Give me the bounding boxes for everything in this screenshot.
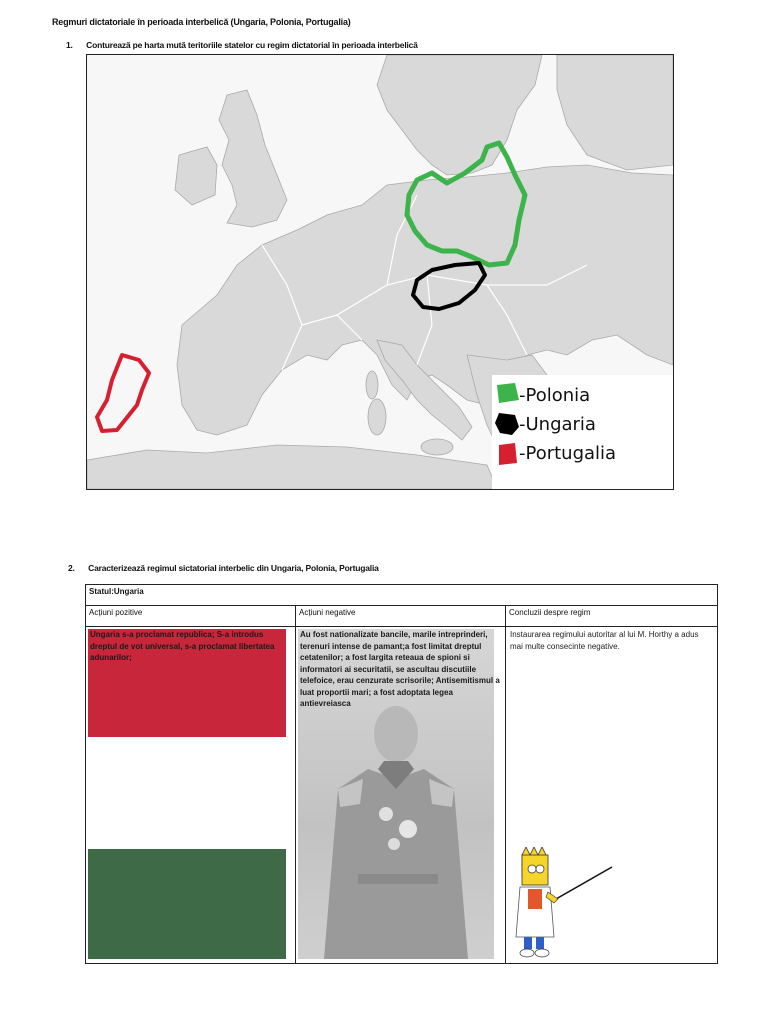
task-1-text: Conturează pe harta mută teritoriile statelor cu regim dictatorial în perioada interbelică — [86, 40, 418, 50]
conclusion-cell-body — [506, 627, 717, 963]
negative-text: Au fost nationalizate bancile, marile intreprinderi, terenuri intense de pamant;a fost limitat dreptul cetatenilor; a fost largita reteaua de spioni si informatori ai securitatii, se ascultau discutiile telefoice, erau cenzurate scrisorile; Antisemitismul a luat proportii mari; a fost adoptata legea antievreiasca — [300, 630, 500, 708]
portrait-medal-3 — [388, 838, 400, 850]
cartoon-shoe-left — [520, 949, 534, 957]
cartoon-shoe-right — [535, 949, 549, 957]
legend-polonia-swatch — [497, 383, 519, 403]
legend-portugalia-label: -Portugalia — [519, 443, 617, 464]
pointer-stick — [556, 867, 612, 899]
land-sardinia — [368, 399, 386, 435]
regime-table — [85, 584, 718, 964]
cartoon-leg-left — [524, 937, 532, 949]
legend-ungaria-label: -Ungaria — [519, 414, 596, 435]
portrait-belt — [358, 874, 438, 884]
task-2-text: Caracterizează regimul sictatorial interbelic din Ungaria, Polonia, Portugalia — [88, 563, 379, 573]
cartoon-eye-left — [528, 865, 536, 873]
task-1-heading — [66, 40, 418, 50]
positive-cell-body — [86, 627, 295, 963]
task-2-heading — [68, 563, 379, 573]
conclusion-cell — [506, 627, 718, 964]
land-sicily — [421, 439, 453, 455]
state-row — [86, 585, 718, 606]
conclusion-text: Instaurarea regimului autoritar al lui M. Horthy a adus mai multe consecinte negative. — [510, 630, 699, 651]
header-row — [86, 606, 718, 627]
portrait-medal-2 — [399, 820, 417, 838]
header-negative: Acțiuni negative — [296, 606, 506, 627]
document-title: Regmuri dictatoriale în perioada interbelică (Ungaria, Polonia, Portugalia) — [52, 17, 351, 27]
cartoon-shirt — [528, 889, 542, 909]
portrait-medal-1 — [379, 807, 393, 821]
portrait-head — [374, 706, 418, 762]
map-illustration — [87, 55, 673, 489]
flag-stripe-white — [88, 737, 286, 849]
header-conclusion: Concluzii despre regim — [506, 606, 718, 627]
state-cell: Statul:Ungaria — [86, 585, 718, 606]
legend-ungaria — [495, 413, 596, 435]
europe-map — [86, 54, 674, 490]
cartoon-leg-right — [536, 937, 544, 949]
positive-text: Ungaria s-a proclamat republica; S-a introdus dreptul de vot universal, s-a proclamat libertatea adunarilor; — [90, 630, 275, 662]
legend-polonia-label: -Polonia — [519, 385, 591, 406]
flag-stripe-green — [88, 849, 286, 959]
negative-cell-body — [296, 627, 505, 963]
positive-cell — [86, 627, 296, 964]
content-row — [86, 627, 718, 964]
cartoon-eye-right — [536, 865, 544, 873]
land-corsica — [366, 371, 378, 399]
legend-portugalia-swatch — [499, 443, 517, 465]
teacher-cartoon-icon — [514, 847, 614, 962]
negative-cell — [296, 627, 506, 964]
header-positive: Acțiuni pozitive — [86, 606, 296, 627]
task-2-number: 2. — [68, 563, 75, 573]
task-1-number: 1. — [66, 40, 73, 50]
